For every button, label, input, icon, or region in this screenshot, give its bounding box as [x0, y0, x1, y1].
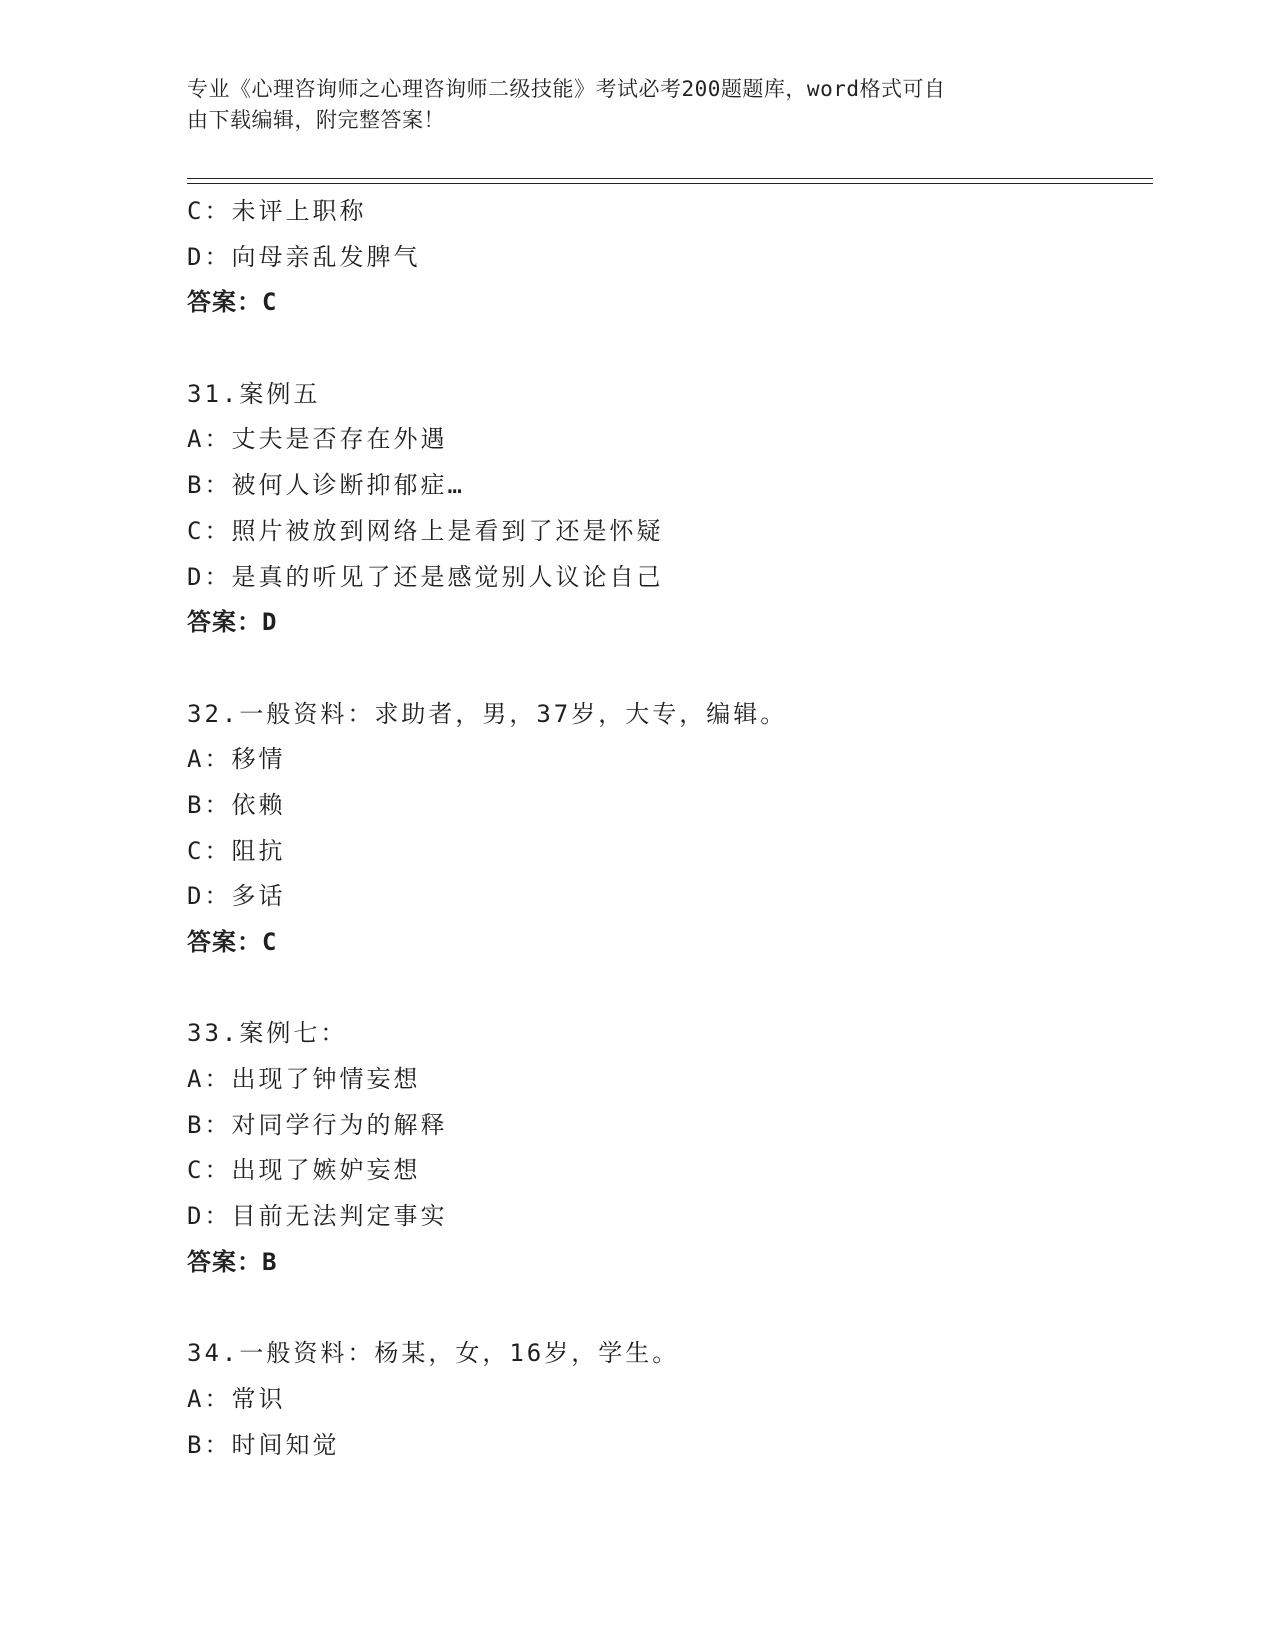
question-31: [187, 372, 1147, 646]
option-a: A：出现了钟情妄想: [187, 1065, 421, 1094]
question-stem: 34.一般资料：杨某，女，16岁，学生。: [187, 1339, 680, 1368]
option-b: B：依赖: [187, 790, 286, 819]
question-34: [187, 1331, 1147, 1468]
question-stem: 32.一般资料：求助者，男，37岁，大专，编辑。: [187, 699, 788, 728]
question-stem: 33.案例七：: [187, 1019, 348, 1048]
question-32: [187, 692, 1147, 966]
option-d: D：多话: [187, 882, 286, 911]
option-c: C：未评上职称: [187, 197, 367, 225]
question-33: [187, 1011, 1147, 1285]
option-d: D：目前无法判定事实: [187, 1202, 448, 1231]
answer-line: 答案：C: [187, 288, 278, 317]
answer-line: 答案：D: [187, 608, 278, 637]
option-a: A：移情: [187, 745, 286, 774]
header-line-2: 由下载编辑，附完整答案！: [187, 108, 445, 132]
option-a: A：常识: [187, 1384, 286, 1413]
option-d: D：向母亲乱发脾气: [187, 242, 421, 271]
header-line-1: 专业《心理咨询师之心理咨询师二级技能》考试必考200题题库，word格式可自: [187, 77, 946, 101]
spacer: [187, 1286, 1147, 1332]
option-c: C：阻抗: [187, 836, 286, 865]
option-d: D：是真的听见了还是感觉别人议论自己: [187, 562, 664, 591]
option-b: B：对同学行为的解释: [187, 1110, 448, 1139]
header-divider-bottom: [187, 183, 1153, 184]
spacer: [187, 646, 1147, 692]
option-b: B：被何人诊断抑郁症…: [187, 471, 465, 500]
header-divider-top: [187, 178, 1153, 179]
question-list: [187, 189, 1147, 1468]
question-continued: [187, 189, 1147, 326]
document-header: [187, 74, 1067, 136]
answer-line: 答案：B: [187, 1247, 278, 1276]
option-b: B：时间知觉: [187, 1430, 340, 1459]
question-stem: 31.案例五: [187, 379, 321, 408]
spacer: [187, 966, 1147, 1012]
option-c: C：照片被放到网络上是看到了还是怀疑: [187, 516, 664, 545]
option-c: C：出现了嫉妒妄想: [187, 1156, 421, 1185]
spacer: [187, 326, 1147, 372]
answer-line: 答案：C: [187, 928, 278, 956]
option-a: A：丈夫是否存在外遇: [187, 425, 448, 454]
